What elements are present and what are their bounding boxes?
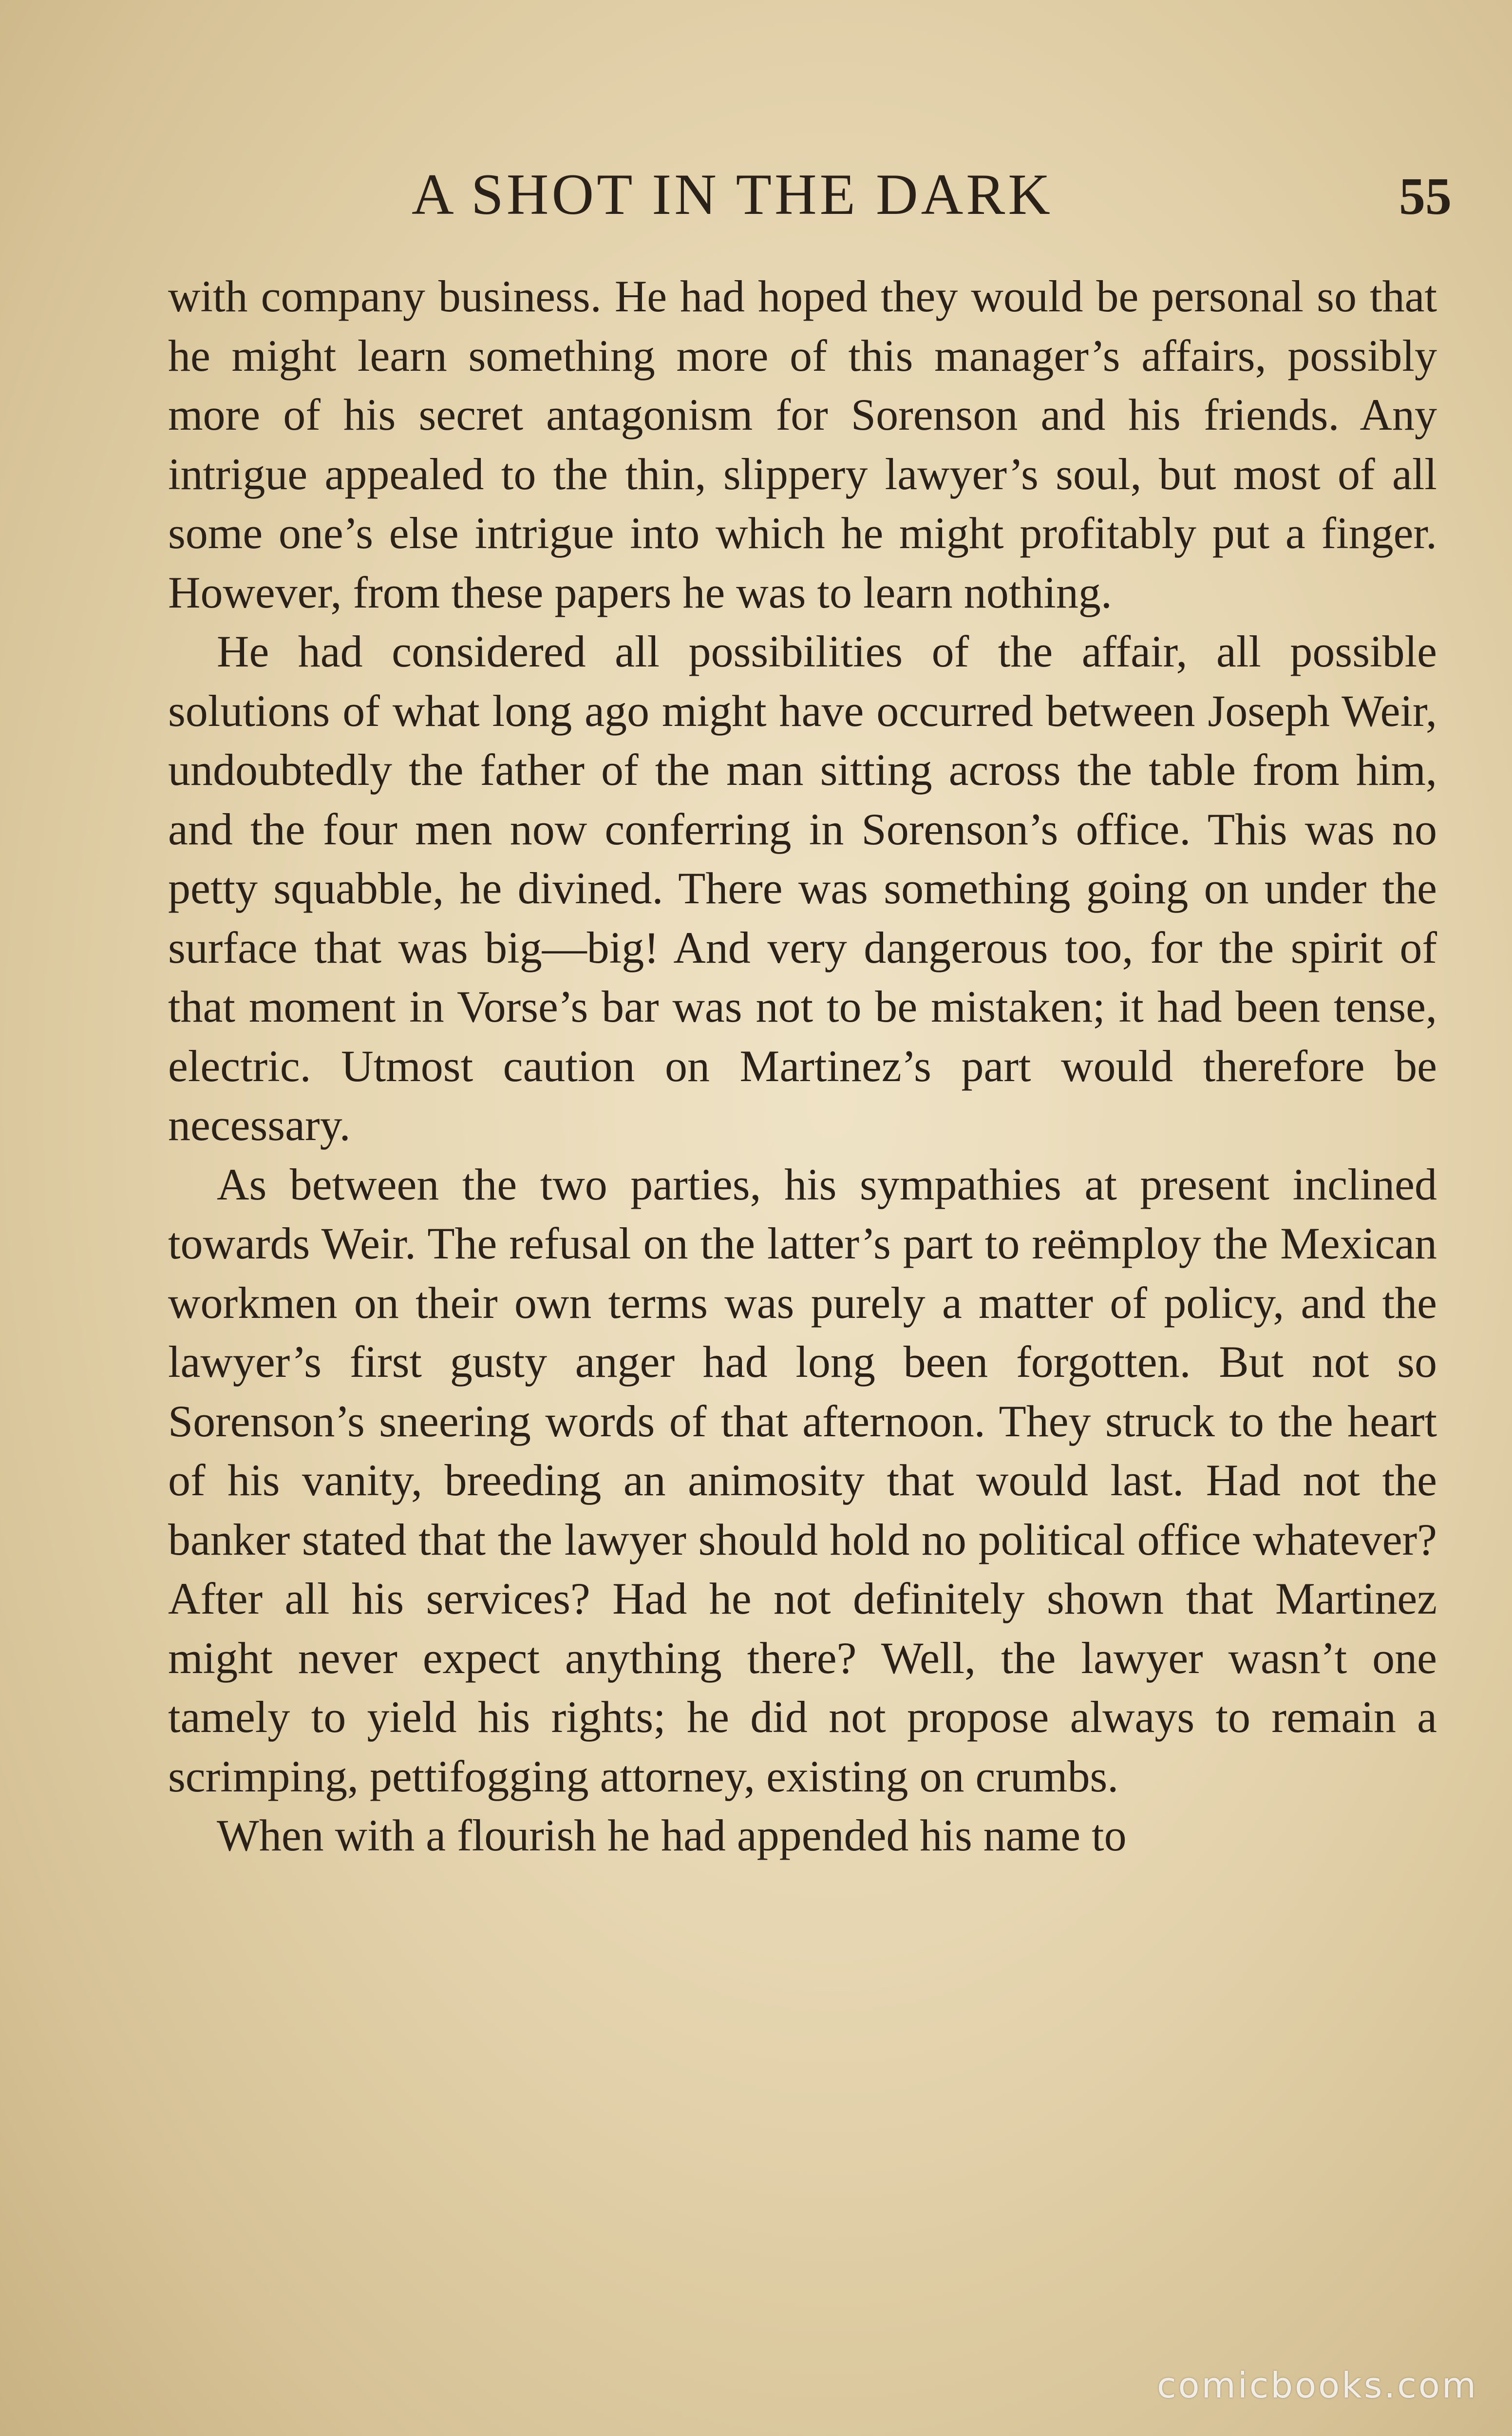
paragraph-3: As between the two parties, his sympathies at present inclined towards Weir. The refusal on the latter’s part to reëmploy the Mexican workmen on their own terms was purely a matter of policy, and the lawyer’s first gusty anger had long been forgotten. But not so Sorenson’s sneering words of that afternoon. They struck to the heart of his vanity, breeding an animosity that would last. Had not the banker stated that the lawyer should hold no political office whatever? After all his services? Had he not definitely shown that Martinez might never expect anything there? Well, the lawyer wasn’t one tamely to yield his rights; he did not propose always to remain a scrimping, pettifogging attorney, existing on crumbs. [168,1159,1437,1801]
page-number: 55 [1399,168,1452,226]
body-text [168,267,1437,1865]
paragraph-2: He had considered all possibilities of the affair, all possible solutions of what long ago might have occurred between Joseph Weir, undoubtedly the father of the man sitting across the table from him, and the four men now conferring in Sorenson’s office. This was no petty squabble, he divined. There was something going on under the surface that was big—big! And very dangerous too, for the spirit of that moment in Vorse’s bar was not to be mistaken; it had been tense, electric. Utmost caution on Martinez’s part would therefore be necessary. [168,627,1437,1150]
paragraph-4: When with a flourish he had appended his name to [217,1810,1127,1860]
page-title: A SHOT IN THE DARK [412,162,1053,227]
watermark: comicbooks.com [1156,2365,1478,2406]
paragraph-1: with company business. He had hoped they would be personal so that he might learn something more of this manager’s affairs, possibly more of his secret antagonism for Sorenson and his friends. Any intrigue appealed to the thin, slippery lawyer’s soul, but most of all some one’s else intrigue into which he might profitably put a finger. However, from these papers he was to learn nothing. [168,271,1437,617]
running-head [166,161,1452,234]
